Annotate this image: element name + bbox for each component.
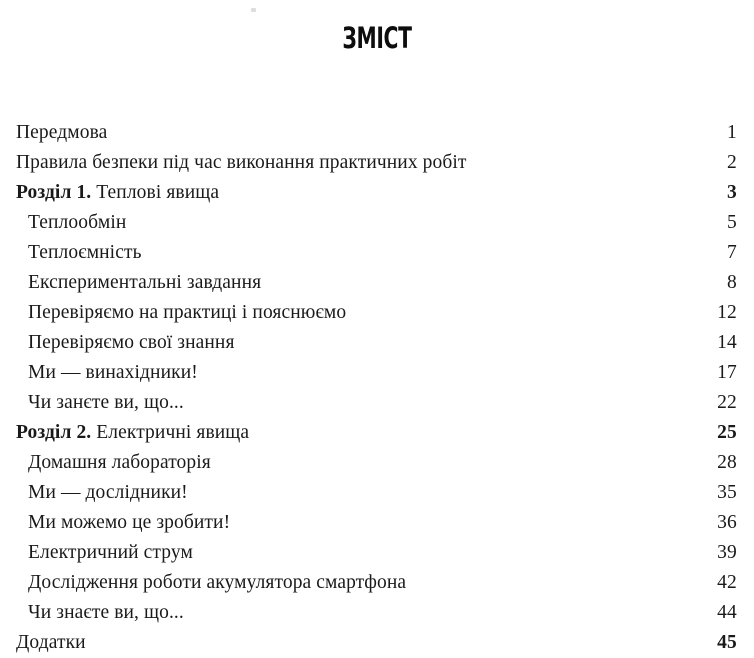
toc-entry-page-number: 12 bbox=[717, 302, 737, 323]
toc-dot-leader bbox=[249, 437, 714, 438]
toc-entry-page-number: 44 bbox=[717, 602, 737, 623]
toc-dot-leader bbox=[474, 167, 725, 168]
toc-entry[interactable] bbox=[0, 568, 754, 598]
toc-entry-page-number: 45 bbox=[717, 632, 737, 653]
toc-entry[interactable] bbox=[0, 538, 754, 568]
toc-entry-text: Чи занєте ви, що... bbox=[28, 392, 184, 413]
toc-entry[interactable] bbox=[0, 448, 754, 478]
toc-dot-leader bbox=[237, 527, 714, 528]
toc-entry-title bbox=[28, 508, 230, 538]
toc-entry-title bbox=[28, 298, 346, 328]
toc-entry[interactable] bbox=[0, 178, 754, 208]
toc-entry-page-number: 2 bbox=[727, 152, 737, 173]
toc-entry-page-number: 5 bbox=[727, 212, 737, 233]
toc-entry-page-number: 36 bbox=[717, 512, 737, 533]
toc-entry-page-number: 22 bbox=[717, 392, 737, 413]
toc-entry-title bbox=[28, 208, 126, 238]
toc-dot-leader bbox=[353, 317, 714, 318]
toc-entry[interactable] bbox=[0, 628, 754, 658]
toc-entry-text: Дослідження роботи акумулятора смартфона bbox=[28, 572, 407, 593]
toc-entry-title bbox=[16, 118, 107, 148]
toc-entry-page-number: 8 bbox=[727, 272, 737, 293]
toc-entry-page-number: 28 bbox=[717, 452, 737, 473]
toc-dot-leader bbox=[268, 287, 724, 288]
toc-dot-leader bbox=[200, 557, 714, 558]
toc-entry-page-number: 7 bbox=[727, 242, 737, 263]
toc-entry-title bbox=[16, 418, 249, 448]
toc-dot-leader bbox=[413, 587, 714, 588]
toc-entry-page-number: 17 bbox=[717, 362, 737, 383]
toc-entry-text: Ми можемо це зробити! bbox=[28, 512, 231, 533]
toc-entry-page-number: 39 bbox=[717, 542, 737, 563]
toc-entry-title bbox=[28, 268, 261, 298]
toc-entry-title bbox=[16, 628, 86, 658]
toc-dot-leader bbox=[142, 257, 724, 258]
toc-entry-text: Додатки bbox=[16, 632, 86, 653]
toc-entry[interactable] bbox=[0, 358, 754, 388]
toc-dot-leader bbox=[191, 617, 714, 618]
toc-entry-text: Правила безпеки під час виконання практичних робіт bbox=[16, 152, 467, 173]
toc-entry-page-number: 42 bbox=[717, 572, 737, 593]
toc-entry-title bbox=[28, 388, 184, 418]
toc-entry-page-number: 14 bbox=[717, 332, 737, 353]
toc-entry[interactable] bbox=[0, 298, 754, 328]
toc-entry-title bbox=[28, 358, 198, 388]
toc-entry-text: Перевіряємо свої знання bbox=[28, 332, 235, 353]
toc-entry-page-number: 35 bbox=[717, 482, 737, 503]
toc-entry-text: Експериментальні завдання bbox=[28, 272, 262, 293]
toc-dot-leader bbox=[195, 497, 714, 498]
toc-entry[interactable] bbox=[0, 508, 754, 538]
toc-dot-leader bbox=[133, 227, 724, 228]
table-of-contents bbox=[0, 118, 754, 658]
toc-entry[interactable] bbox=[0, 208, 754, 238]
toc-entry-text: Електричний струм bbox=[28, 542, 193, 563]
toc-dot-leader bbox=[242, 347, 715, 348]
toc-entry-title bbox=[28, 328, 235, 358]
toc-entry-text: Електричні явища bbox=[96, 422, 250, 443]
toc-entry[interactable] bbox=[0, 268, 754, 298]
toc-entry-title bbox=[16, 178, 219, 208]
toc-dot-leader bbox=[205, 377, 714, 378]
toc-dot-leader bbox=[191, 407, 714, 408]
toc-entry[interactable] bbox=[0, 478, 754, 508]
toc-entry-title bbox=[28, 538, 193, 568]
toc-entry-page-number: 25 bbox=[717, 422, 737, 443]
toc-entry-text: Перевіряємо на практиці і пояснюємо bbox=[28, 302, 347, 323]
toc-entry-section-label: Розділ 1. bbox=[16, 182, 92, 203]
toc-entry-title bbox=[28, 598, 184, 628]
toc-entry-page-number: 1 bbox=[727, 122, 737, 143]
toc-entry-text: Передмова bbox=[16, 122, 108, 143]
toc-entry-title bbox=[28, 448, 211, 478]
toc-entry[interactable] bbox=[0, 328, 754, 358]
scan-artifact-speck bbox=[251, 8, 256, 12]
toc-entry[interactable] bbox=[0, 388, 754, 418]
toc-entry[interactable] bbox=[0, 118, 754, 148]
toc-entry-title bbox=[28, 568, 406, 598]
toc-entry-title bbox=[28, 478, 188, 508]
toc-entry-text: Ми — дослідники! bbox=[28, 482, 188, 503]
toc-entry-title bbox=[28, 238, 142, 268]
toc-entry[interactable] bbox=[0, 598, 754, 628]
toc-entry-text: Теплообмін bbox=[28, 212, 127, 233]
toc-entry[interactable] bbox=[0, 148, 754, 178]
toc-dot-leader bbox=[219, 197, 724, 198]
toc-entry-title bbox=[16, 148, 467, 178]
page-title: ЗМІСТ bbox=[342, 21, 412, 56]
toc-entry-text: Теплові явища bbox=[96, 182, 220, 203]
toc-dot-leader bbox=[93, 647, 714, 648]
toc-entry-page-number: 3 bbox=[727, 182, 737, 203]
toc-entry[interactable] bbox=[0, 238, 754, 268]
toc-dot-leader bbox=[114, 137, 724, 138]
toc-entry-text: Домашня лабораторія bbox=[28, 452, 211, 473]
toc-entry-section-label: Розділ 2. bbox=[16, 422, 92, 443]
toc-entry-text: Ми — винахідники! bbox=[28, 362, 198, 383]
toc-dot-leader bbox=[218, 467, 714, 468]
toc-entry-text: Чи знаєте ви, що... bbox=[28, 602, 184, 623]
toc-entry[interactable] bbox=[0, 418, 754, 448]
toc-entry-text: Теплоємність bbox=[28, 242, 142, 263]
